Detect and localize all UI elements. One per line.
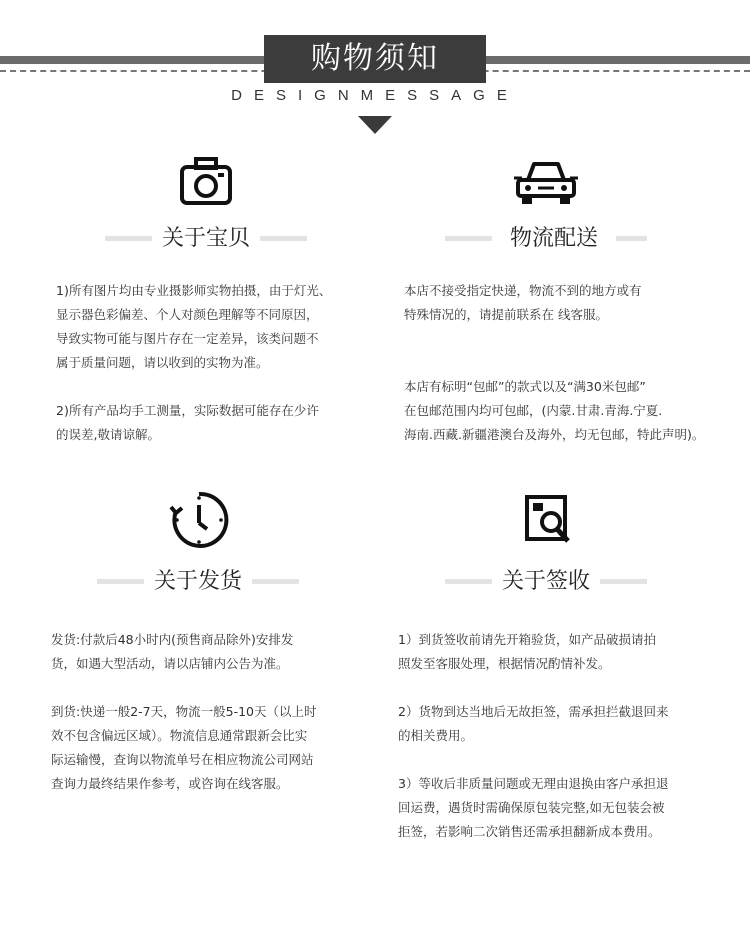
text-line: 货，如遇大型活动，请以店铺内公告为准。	[51, 656, 289, 671]
section-title-logistics: 物流配送	[492, 225, 616, 253]
text-line: 特殊情况的，请提前联系在 线客服。	[404, 307, 608, 322]
section-title-receipt: 关于签收	[492, 568, 600, 596]
about-product-text	[56, 279, 376, 447]
car-icon	[514, 158, 578, 212]
page-subtitle: DESIGNMESSAGE	[231, 87, 519, 104]
text-line: 2)所有产品均手工测量，实际数据可能存在少许	[56, 403, 319, 418]
text-line: 查询力最终结果作参考，或咨询在线客服。	[51, 776, 289, 791]
text-line: 在包邮范围内均可包邮，(内蒙.甘肃.青海.宁夏.	[404, 403, 663, 418]
text-line: 3）等收后非质量问题或无理由退换由客户承担退	[398, 776, 669, 791]
section-title-shipping: 关于发货	[144, 568, 252, 596]
text-line: 导致实物可能与图片存在一定差异，该类问题不	[56, 331, 319, 346]
text-line: 效不包含偏远区域）。物流信息通常跟新会比实	[51, 728, 308, 743]
text-line: 2）货物到达当地后无故拒签，需承担拦截退回来	[398, 704, 669, 719]
text-line: 显示器色彩偏差、个人对颜色理解等不同原因，	[56, 307, 319, 322]
text-line: 1)所有图片均由专业摄影师实物拍摄，由于灯光、	[56, 283, 332, 298]
shipping-text	[51, 628, 371, 796]
page-title: 购物须知	[264, 35, 486, 83]
text-line: 1）到货签收前请先开箱验货，如产品破损请拍	[398, 632, 656, 647]
header-arrow-icon	[358, 116, 392, 134]
text-line: 发货:付款后48小时内(预售商品除外)安排发	[51, 632, 294, 647]
text-line: 拒签，若影响二次销售还需承担翻新成本费用。	[398, 824, 661, 839]
text-line: 回运费，遇货时需确保原包装完整,如无包装会被	[398, 800, 665, 815]
text-line: 属于质量问题，请以收到的实物为准。	[56, 355, 269, 370]
text-line: 到货:快递一般2-7天，物流一般5-10天（以上时	[51, 704, 317, 719]
text-line: 的误差,敬请谅解。	[56, 427, 160, 442]
text-line: 本店有标明“包邮”的款式以及“满30米包邮”	[404, 379, 646, 394]
text-line: 照发至客服处理，根据情况酌情补发。	[398, 656, 611, 671]
text-line: 的相关费用。	[398, 728, 474, 743]
inspect-icon	[524, 494, 574, 550]
text-line: 本店不接受指定快递，物流不到的地方或有	[404, 283, 642, 298]
receipt-text	[398, 628, 738, 844]
clock-icon	[168, 489, 230, 555]
camera-icon	[176, 155, 236, 215]
section-title-about-product: 关于宝贝	[152, 225, 260, 253]
text-line: 海南.西藏.新疆港澳台及海外，均无包邮，特此声明)。	[404, 427, 705, 442]
text-line: 际运输慢，查询以物流单号在相应物流公司网站	[51, 752, 314, 767]
logistics-text	[404, 279, 744, 447]
